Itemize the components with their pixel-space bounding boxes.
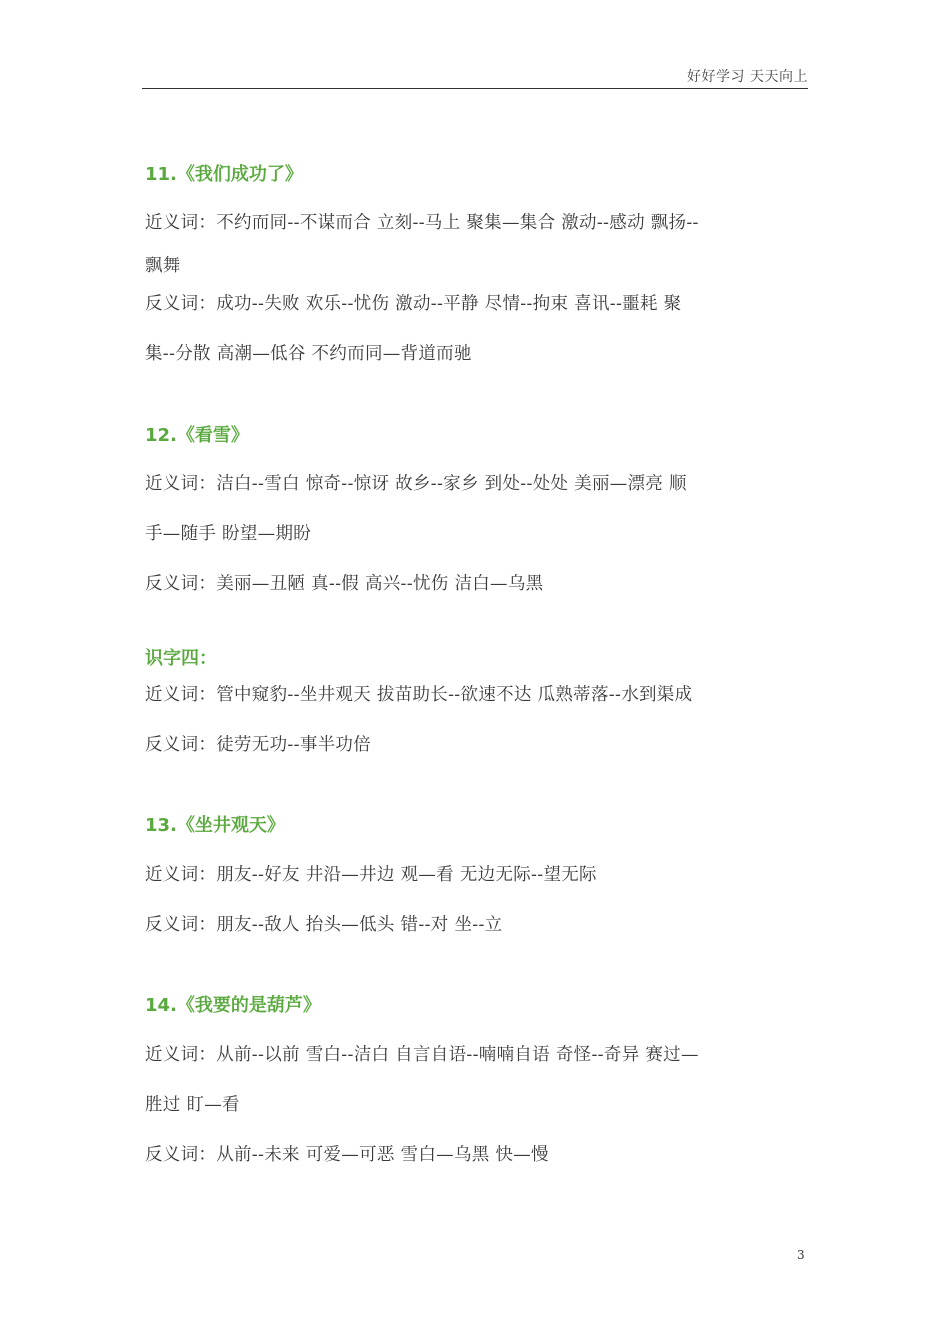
section-title-14: 14.《我要的是葫芦》 — [145, 995, 321, 1016]
section-11-line-4: 集--分散 高潮—低谷 不约而同—背道而驰 — [145, 344, 472, 364]
section-title-12: 12.《看雪》 — [145, 425, 249, 446]
section-11-line-3: 反义词：成功--失败 欢乐--忧伤 激动--平静 尽情--拘束 喜讯--噩耗 聚 — [145, 294, 682, 314]
section-title-13: 13.《坐井观天》 — [145, 815, 285, 836]
section-14-line-1: 近义词：从前--以前 雪白--洁白 自言自语--喃喃自语 奇怪--奇异 赛过— — [145, 1045, 699, 1065]
section-12-line-2: 手—随手 盼望—期盼 — [145, 524, 312, 544]
section-title-11: 11.《我们成功了》 — [145, 164, 303, 185]
section-14-line-2: 胜过 盯—看 — [145, 1095, 240, 1115]
page-header — [142, 64, 808, 89]
section-12-line-3: 反义词：美丽—丑陋 真--假 高兴--忧伤 洁白—乌黑 — [145, 574, 544, 594]
page-number: 3 — [797, 1248, 805, 1262]
shizi-4-line-2: 反义词：徒劳无功--事半功倍 — [145, 735, 372, 755]
section-13-line-1: 近义词：朋友--好友 井沿—井边 观—看 无边无际--望无际 — [145, 865, 597, 885]
section-11-line-1: 近义词：不约而同--不谋而合 立刻--马上 聚集—集合 激动--感动 飘扬-- — [145, 213, 699, 233]
header-motto: 好好学习 天天向上 — [687, 69, 808, 85]
shizi-4-line-1: 近义词：管中窥豹--坐井观天 拔苗助长--欲速不达 瓜熟蒂落--水到渠成 — [145, 685, 693, 705]
section-13-line-2: 反义词：朋友--敌人 抬头—低头 错--对 坐--立 — [145, 915, 503, 935]
section-14-line-3: 反义词：从前--未来 可爱—可恶 雪白—乌黑 快—慢 — [145, 1145, 549, 1165]
section-12-line-1: 近义词：洁白--雪白 惊奇--惊讶 故乡--家乡 到处--处处 美丽—漂亮 顺 — [145, 474, 687, 494]
section-title-shizi-4: 识字四： — [145, 648, 217, 669]
section-11-line-2: 飘舞 — [145, 256, 181, 276]
